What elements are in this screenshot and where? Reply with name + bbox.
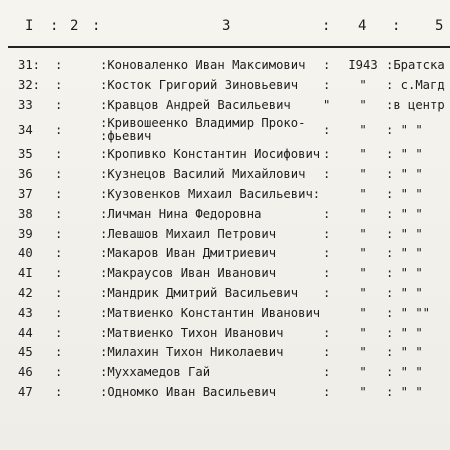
row-number: 4I: [18, 266, 33, 281]
row-separator: :: [323, 285, 331, 300]
table-row: [0, 145, 450, 165]
header-separator: :: [50, 18, 59, 34]
table-row: [0, 284, 450, 304]
row-separator: :: [323, 167, 331, 182]
row-separator: :: [323, 206, 331, 221]
year-cell: ": [359, 123, 367, 138]
person-name: :Коноваленко Иван Максимович: [100, 58, 306, 72]
year-cell: ": [359, 77, 367, 92]
person-name: :Личман Нина Федоровна: [100, 206, 262, 221]
table-row: [0, 185, 450, 205]
row-number: 45: [18, 345, 33, 360]
place-cell: :Братска: [386, 58, 445, 72]
row-separator: :: [55, 325, 63, 340]
row-separator: :: [323, 325, 331, 340]
row-separator: ": [323, 97, 331, 112]
row-separator: :: [55, 266, 63, 281]
person-name: :Кузнецов Василий Михайлович: [100, 167, 306, 182]
header-col-2: 2: [70, 18, 79, 34]
row-separator: :: [323, 58, 331, 72]
row-number: 36: [18, 167, 33, 182]
row-number: 37: [18, 186, 33, 201]
person-name: :Макаров Иван Дмитриевич: [100, 246, 277, 261]
year-cell: ": [359, 186, 367, 201]
header-rule: [8, 46, 450, 48]
table-row: [0, 324, 450, 344]
row-separator: :: [323, 266, 331, 281]
row-number: 46: [18, 365, 33, 380]
year-cell: I943: [348, 58, 378, 72]
row-separator: :: [55, 345, 63, 360]
row-separator: :: [55, 97, 63, 112]
row-number: 32:: [18, 77, 41, 92]
row-number: 39: [18, 226, 33, 241]
year-cell: ": [359, 246, 367, 261]
person-name: :Левашов Михаил Петрович: [100, 226, 277, 241]
person-name: :Косток Григорий Зиновьевич: [100, 77, 299, 92]
row-separator: :: [55, 305, 63, 320]
place-cell: : " ": [386, 226, 423, 241]
table-header: [0, 18, 450, 40]
row-number: 35: [18, 147, 33, 162]
row-separator: :: [55, 384, 63, 399]
row-number: 47: [18, 384, 33, 399]
person-name: :Кропивко Константин Иосифович: [100, 147, 321, 162]
row-separator: :: [55, 365, 63, 380]
row-separator: :: [55, 226, 63, 241]
person-name: :Одномко Иван Васильевич: [100, 384, 277, 399]
table-row: [0, 115, 450, 145]
place-cell: : с.Магд: [386, 77, 445, 92]
header-col-3: 3: [222, 18, 231, 34]
table-row: [0, 383, 450, 403]
row-separator: :: [323, 226, 331, 241]
place-cell: : " ": [386, 266, 423, 281]
place-cell: : " "": [386, 305, 431, 320]
year-cell: ": [359, 365, 367, 380]
place-cell: : " ": [386, 246, 423, 261]
table-row: [0, 244, 450, 264]
row-separator: :: [323, 77, 331, 92]
year-cell: ": [359, 285, 367, 300]
row-separator: :: [55, 123, 63, 138]
place-cell: : " ": [386, 365, 423, 380]
table-row: [0, 304, 450, 324]
year-cell: ": [359, 325, 367, 340]
header-col-4: 4: [358, 18, 367, 34]
row-separator: :: [323, 123, 331, 138]
row-separator: :: [323, 345, 331, 360]
row-number: 43: [18, 305, 33, 320]
row-separator: :: [323, 246, 331, 261]
row-separator: :: [55, 77, 63, 92]
row-separator: :: [55, 246, 63, 261]
row-separator: :: [55, 147, 63, 162]
row-number: 44: [18, 325, 33, 340]
table-row: [0, 264, 450, 284]
header-separator: :: [92, 18, 101, 34]
place-cell: : " ": [386, 345, 423, 360]
row-separator: :: [323, 147, 331, 162]
year-cell: ": [359, 97, 367, 112]
year-cell: ": [359, 305, 367, 320]
row-separator: :: [55, 186, 63, 201]
header-col-1: I: [25, 18, 34, 34]
person-name: :Кривошеенко Владимир Проко- :фьевич: [100, 117, 306, 144]
row-separator: :: [323, 365, 331, 380]
row-separator: :: [55, 206, 63, 221]
year-cell: ": [359, 226, 367, 241]
row-number: 31:: [18, 58, 41, 72]
year-cell: ": [359, 167, 367, 182]
row-number: 34: [18, 123, 33, 138]
year-cell: ": [359, 266, 367, 281]
header-separator: :: [392, 18, 401, 34]
row-number: 33: [18, 97, 33, 112]
table-row: [0, 165, 450, 185]
row-separator: :: [55, 58, 63, 72]
place-cell: :в центр: [386, 97, 445, 112]
table-row: [0, 225, 450, 245]
person-name: :Мандрик Дмитрий Васильевич: [100, 285, 299, 300]
place-cell: : " ": [386, 186, 423, 201]
row-number: 40: [18, 246, 33, 261]
header-separator: :: [322, 18, 331, 34]
place-cell: : " ": [386, 384, 423, 399]
table-body: [0, 56, 450, 403]
person-name: :Матвиенко Константин Иванович: [100, 305, 321, 320]
row-separator: :: [55, 167, 63, 182]
place-cell: : " ": [386, 285, 423, 300]
place-cell: : " ": [386, 206, 423, 221]
place-cell: : " ": [386, 147, 423, 162]
table-row: [0, 56, 450, 76]
table-row: [0, 343, 450, 363]
year-cell: ": [359, 147, 367, 162]
year-cell: ": [359, 345, 367, 360]
row-separator: :: [323, 384, 331, 399]
year-cell: ": [359, 384, 367, 399]
person-name: :Макраусов Иван Иванович: [100, 266, 277, 281]
person-name: :Кузовенков Михаил Васильевич:: [100, 186, 321, 201]
table-row: [0, 76, 450, 96]
table-row: [0, 96, 450, 116]
table-row: [0, 205, 450, 225]
person-name: :Матвиенко Тихон Иванович: [100, 325, 284, 340]
row-separator: :: [55, 285, 63, 300]
row-number: 42: [18, 285, 33, 300]
place-cell: : " ": [386, 167, 423, 182]
table-row: [0, 363, 450, 383]
year-cell: ": [359, 206, 367, 221]
row-number: 38: [18, 206, 33, 221]
person-name: :Милахин Тихон Николаевич: [100, 345, 284, 360]
header-col-5: 5: [435, 18, 444, 34]
person-name: :Муххамедов Гай: [100, 365, 211, 380]
place-cell: : " ": [386, 123, 423, 138]
person-name: :Кравцов Андрей Васильевич: [100, 97, 291, 112]
place-cell: : " ": [386, 325, 423, 340]
